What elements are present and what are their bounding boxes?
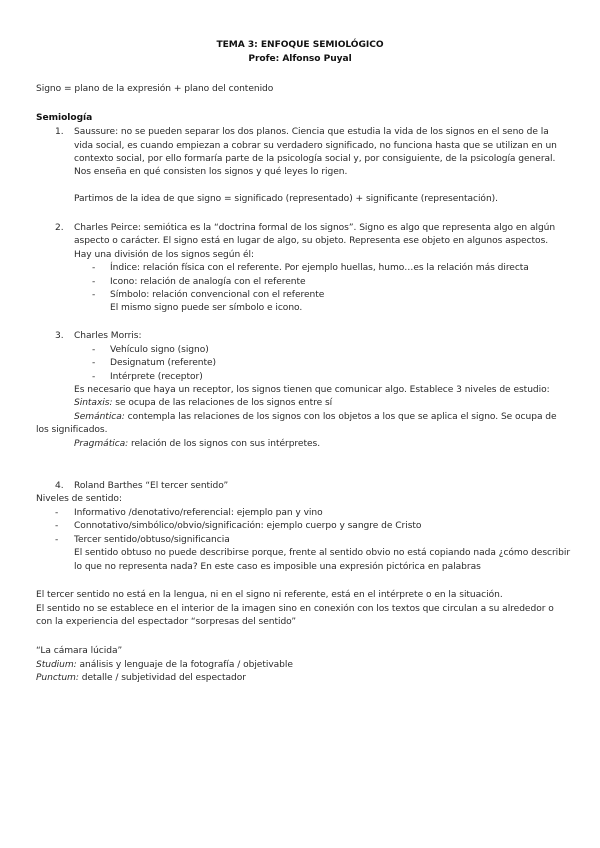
bullet-dash: - — [55, 508, 59, 518]
item-line: aspecto o carácter. El signo está en lugar de algo, su objeto. Representa ese objeto en algunos aspectos. — [74, 236, 549, 246]
level-text: relación de los signos con sus intérpretes. — [128, 439, 321, 449]
bullet-dash: - — [92, 277, 96, 287]
closing-line: El sentido no se establece en el interior de la imagen sino en conexión con los textos que circulan a su alrededor o — [36, 604, 554, 614]
sub-item: Símbolo: relación convencional con el referente — [110, 290, 325, 300]
item-number: 2. — [55, 223, 64, 233]
sub-note: lo que no representa nada? En este caso es imposible una expresión pictórica en palabras — [74, 562, 481, 572]
item-line: Hay una división de los signos según él: — [74, 250, 255, 260]
level-term: Sintaxis: — [74, 398, 113, 408]
intro-line: Signo = plano de la expresión + plano del contenido — [36, 84, 274, 94]
sub-item: Designatum (referente) — [110, 358, 217, 368]
punctum-text: detalle / subjetividad del espectador — [78, 673, 246, 683]
item-line: Charles Peirce: semiótica es la “doctrina formal de los signos”. Signo es algo que representa algo en algún — [74, 223, 556, 233]
item-note: Partimos de la idea de que signo = significado (representado) + significante (representación). — [74, 194, 498, 204]
levels-heading: Niveles de sentido: — [36, 494, 122, 504]
punctum-line — [36, 672, 246, 684]
level-term: Pragmática: — [74, 439, 129, 449]
level-line — [74, 397, 332, 409]
bullet-dash: - — [92, 372, 96, 382]
item-line: vida social, es cuando empiezan a cobrar su verdadero significado, no funciona hasta que se utilizan en un — [74, 141, 557, 151]
bullet-dash: - — [92, 290, 96, 300]
page-title: TEMA 3: ENFOQUE SEMIOLÓGICO — [216, 40, 384, 50]
closing-line: El tercer sentido no está en la lengua, ni en el signo ni referente, está en el intérprete o en la situación. — [36, 590, 503, 600]
level-line — [74, 411, 557, 423]
bullet-dash: - — [92, 345, 96, 355]
studium-term: Studium: — [36, 660, 77, 670]
author-line: Profe: Alfonso Puyal — [248, 54, 352, 64]
level-text: los significados. — [36, 425, 108, 435]
item-line: Saussure: no se pueden separar los dos planos. Ciencia que estudia la vida de los signos en el seno de la — [74, 127, 549, 137]
camara-title: “La cámara lúcida” — [36, 646, 123, 656]
punctum-term: Punctum: — [36, 673, 79, 683]
studium-line — [36, 659, 293, 671]
bullet-dash: - — [55, 535, 59, 545]
bullet-dash: - — [92, 263, 96, 273]
sub-note: El mismo signo puede ser símbolo e icono. — [110, 303, 303, 313]
item-line: Nos enseña en qué consisten los signos y qué leyes lo rigen. — [74, 167, 348, 177]
sub-item: Connotativo/simbólico/obvio/significación: ejemplo cuerpo y sangre de Cristo — [74, 521, 422, 531]
item-line: Roland Barthes “El tercer sentido” — [74, 481, 229, 491]
sub-item: Icono: relación de analogía con el referente — [110, 277, 306, 287]
level-text: contempla las relaciones de los signos con los objetos a los que se aplica el signo. Se ocupa de — [124, 412, 557, 422]
section-heading: Semiología — [36, 113, 93, 123]
item-number: 4. — [55, 481, 64, 491]
studium-text: análisis y lenguaje de la fotografía / objetivable — [76, 660, 293, 670]
sub-item: Índice: relación física con el referente. Por ejemplo huellas, humo…es la relación más directa — [110, 263, 529, 273]
bullet-dash: - — [55, 521, 59, 531]
item-line: Charles Morris: — [74, 331, 142, 341]
item-number: 1. — [55, 127, 64, 137]
level-line — [36, 424, 107, 436]
sub-item: Vehículo signo (signo) — [110, 345, 209, 355]
level-text: se ocupa de las relaciones de los signos entre sí — [112, 398, 333, 408]
item-after: Es necesario que haya un receptor, los signos tienen que comunicar algo. Establece 3 niveles de estudio: — [74, 385, 550, 395]
level-term: Semántica: — [74, 412, 125, 422]
bullet-dash: - — [92, 358, 96, 368]
sub-item: Tercer sentido/obtuso/significancia — [74, 535, 230, 545]
sub-note: El sentido obtuso no puede describirse porque, frente al sentido obvio no está copiando nada ¿cómo describir — [74, 548, 571, 558]
sub-item: Informativo /denotativo/referencial: ejemplo pan y vino — [74, 508, 323, 518]
item-number: 3. — [55, 331, 64, 341]
sub-item: Intérprete (receptor) — [110, 372, 203, 382]
level-line — [74, 438, 320, 450]
closing-line: con la experiencia del espectador “sorpresas del sentido” — [36, 617, 297, 627]
item-line: contexto social, por ello formaría parte de la psicología social y, por consiguiente, de la psicología general. — [74, 154, 556, 164]
